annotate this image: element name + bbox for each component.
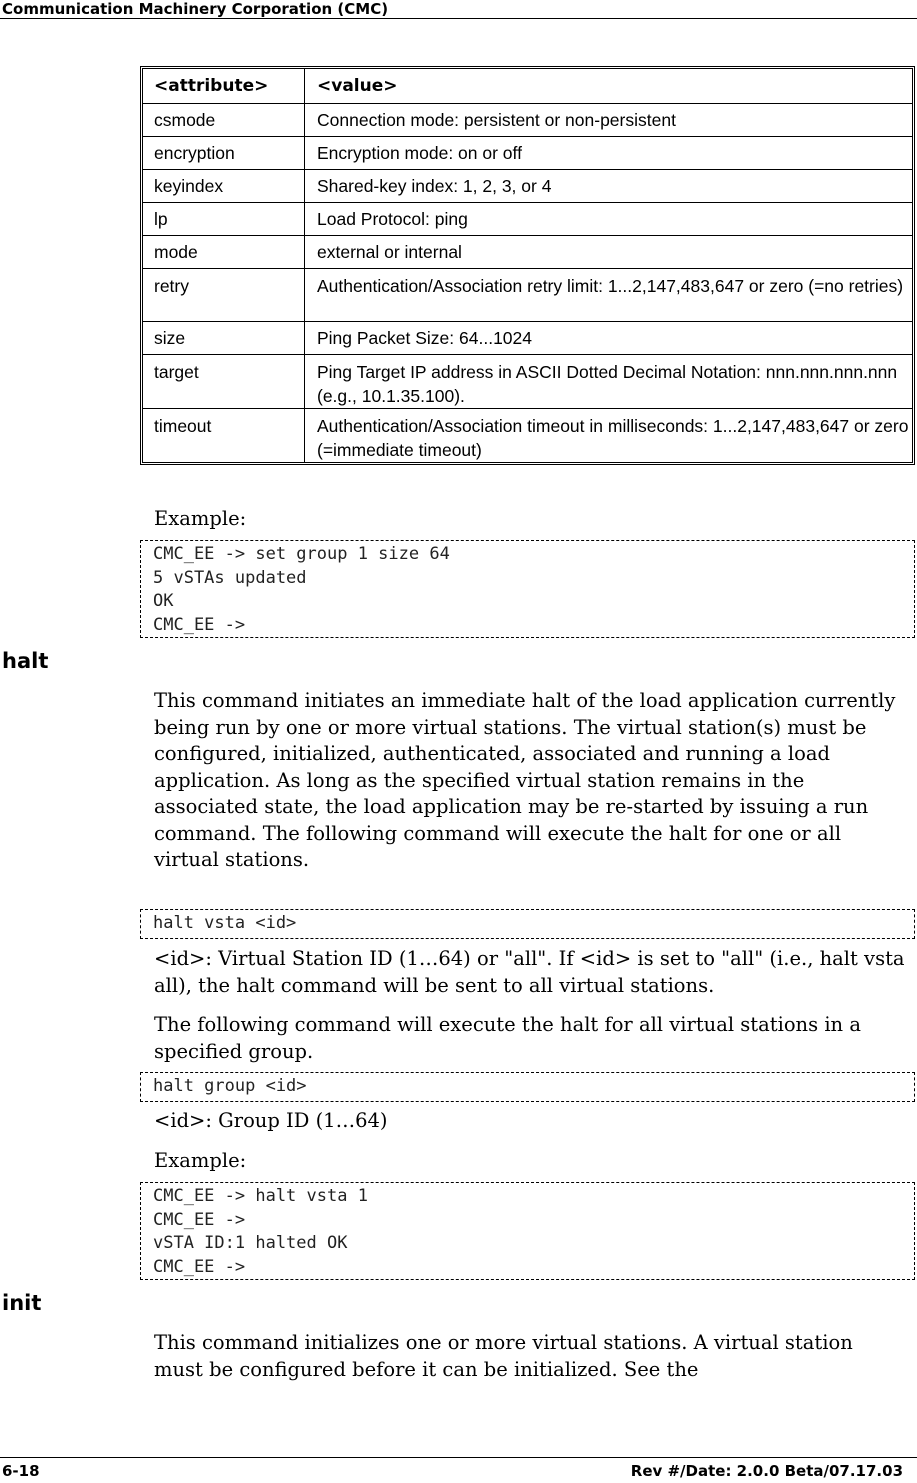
column-header-value: <value>	[305, 69, 912, 104]
table-row	[143, 269, 912, 322]
code-line: 5 vSTAs updated	[153, 567, 307, 588]
attribute-cell: csmode	[143, 104, 305, 137]
attribute-cell: encryption	[143, 137, 305, 170]
code-line: CMC_EE ->	[153, 1209, 246, 1230]
table-header-row	[143, 69, 912, 104]
attribute-cell: retry	[143, 269, 305, 322]
code-line: vSTA ID:1 halted OK	[153, 1233, 348, 1253]
halt-description: This command initiates an immediate halt of the load application currently being run by one or more virtual stations. The virtual station(s) must be configured, initialized, authenticated, associated and running a load application. As long as the specified virtual station remains in the associated state, the load application may be re-started by issuing a run command. The following command will execute the halt for one or all virtual stations.	[154, 689, 896, 871]
code-line: CMC_EE ->	[153, 614, 246, 635]
section-heading-halt: halt	[2, 649, 49, 673]
code-block-halt-group	[140, 1072, 915, 1102]
value-cell: external or internal	[305, 236, 912, 269]
code-line: CMC_EE -> halt vsta 1	[153, 1186, 368, 1206]
table-row	[143, 104, 912, 137]
page-number: 6-18	[2, 1462, 40, 1480]
table-row	[143, 409, 912, 462]
value-cell: Shared-key index: 1, 2, 3, or 4	[305, 170, 912, 203]
attribute-cell: timeout	[143, 409, 305, 462]
attribute-cell: size	[143, 322, 305, 355]
example-label: Example:	[154, 507, 247, 530]
table-row	[143, 322, 912, 355]
vsta-id-description: <id>: Virtual Station ID (1…64) or "all". If <id> is set to "all" (i.e., halt vsta all), the halt command will be sent to all virtual stations.	[154, 947, 905, 997]
table-row	[143, 203, 912, 236]
section-heading-init: init	[2, 1291, 42, 1315]
table-row	[143, 170, 912, 203]
group-id-description: <id>: Group ID (1…64)	[154, 1109, 388, 1132]
value-cell: Load Protocol: ping	[305, 203, 912, 236]
code-block-set-group	[140, 540, 915, 638]
code-line: OK	[153, 591, 174, 611]
footer-rule	[0, 1457, 917, 1458]
code-line: CMC_EE -> set group 1 size 64	[153, 544, 450, 564]
column-header-attribute: <attribute>	[143, 69, 305, 104]
revision-date: Rev #/Date: 2.0.0 Beta/07.17.03	[630, 1462, 903, 1480]
value-cell: Encryption mode: on or off	[305, 137, 912, 170]
attribute-cell: target	[143, 355, 305, 409]
running-header: Communication Machinery Corporation (CMC)	[2, 0, 389, 18]
code-line: halt vsta <id>	[153, 913, 297, 933]
group-intro: The following command will execute the halt for all virtual stations in a specified group.	[154, 1013, 861, 1063]
attribute-cell: keyindex	[143, 170, 305, 203]
table-row	[143, 137, 912, 170]
value-cell: Ping Target IP address in ASCII Dotted Decimal Notation: nnn.nnn.nnn.nnn (e.g., 10.1.35.100).	[305, 355, 912, 409]
code-line: halt group <id>	[153, 1076, 307, 1096]
init-description: This command initializes one or more virtual stations. A virtual station must be configured before it can be initialized. See the	[154, 1331, 853, 1381]
code-line: CMC_EE ->	[153, 1256, 246, 1277]
attribute-table	[140, 66, 915, 465]
table-row	[143, 355, 912, 409]
example-label: Example:	[154, 1149, 247, 1172]
value-cell: Authentication/Association timeout in milliseconds: 1...2,147,483,647 or zero (=immediate timeout)	[317, 416, 909, 460]
value-cell: Connection mode: persistent or non-persistent	[305, 104, 912, 137]
table-row	[143, 236, 912, 269]
attribute-cell: lp	[143, 203, 305, 236]
code-block-halt-vsta	[140, 909, 915, 939]
code-block-halt-example	[140, 1182, 915, 1280]
value-cell: Authentication/Association retry limit: 1...2,147,483,647 or zero (=no retries)	[305, 269, 912, 322]
header-rule	[0, 18, 917, 19]
attribute-cell: mode	[143, 236, 305, 269]
value-cell: Ping Packet Size: 64...1024	[305, 322, 912, 355]
